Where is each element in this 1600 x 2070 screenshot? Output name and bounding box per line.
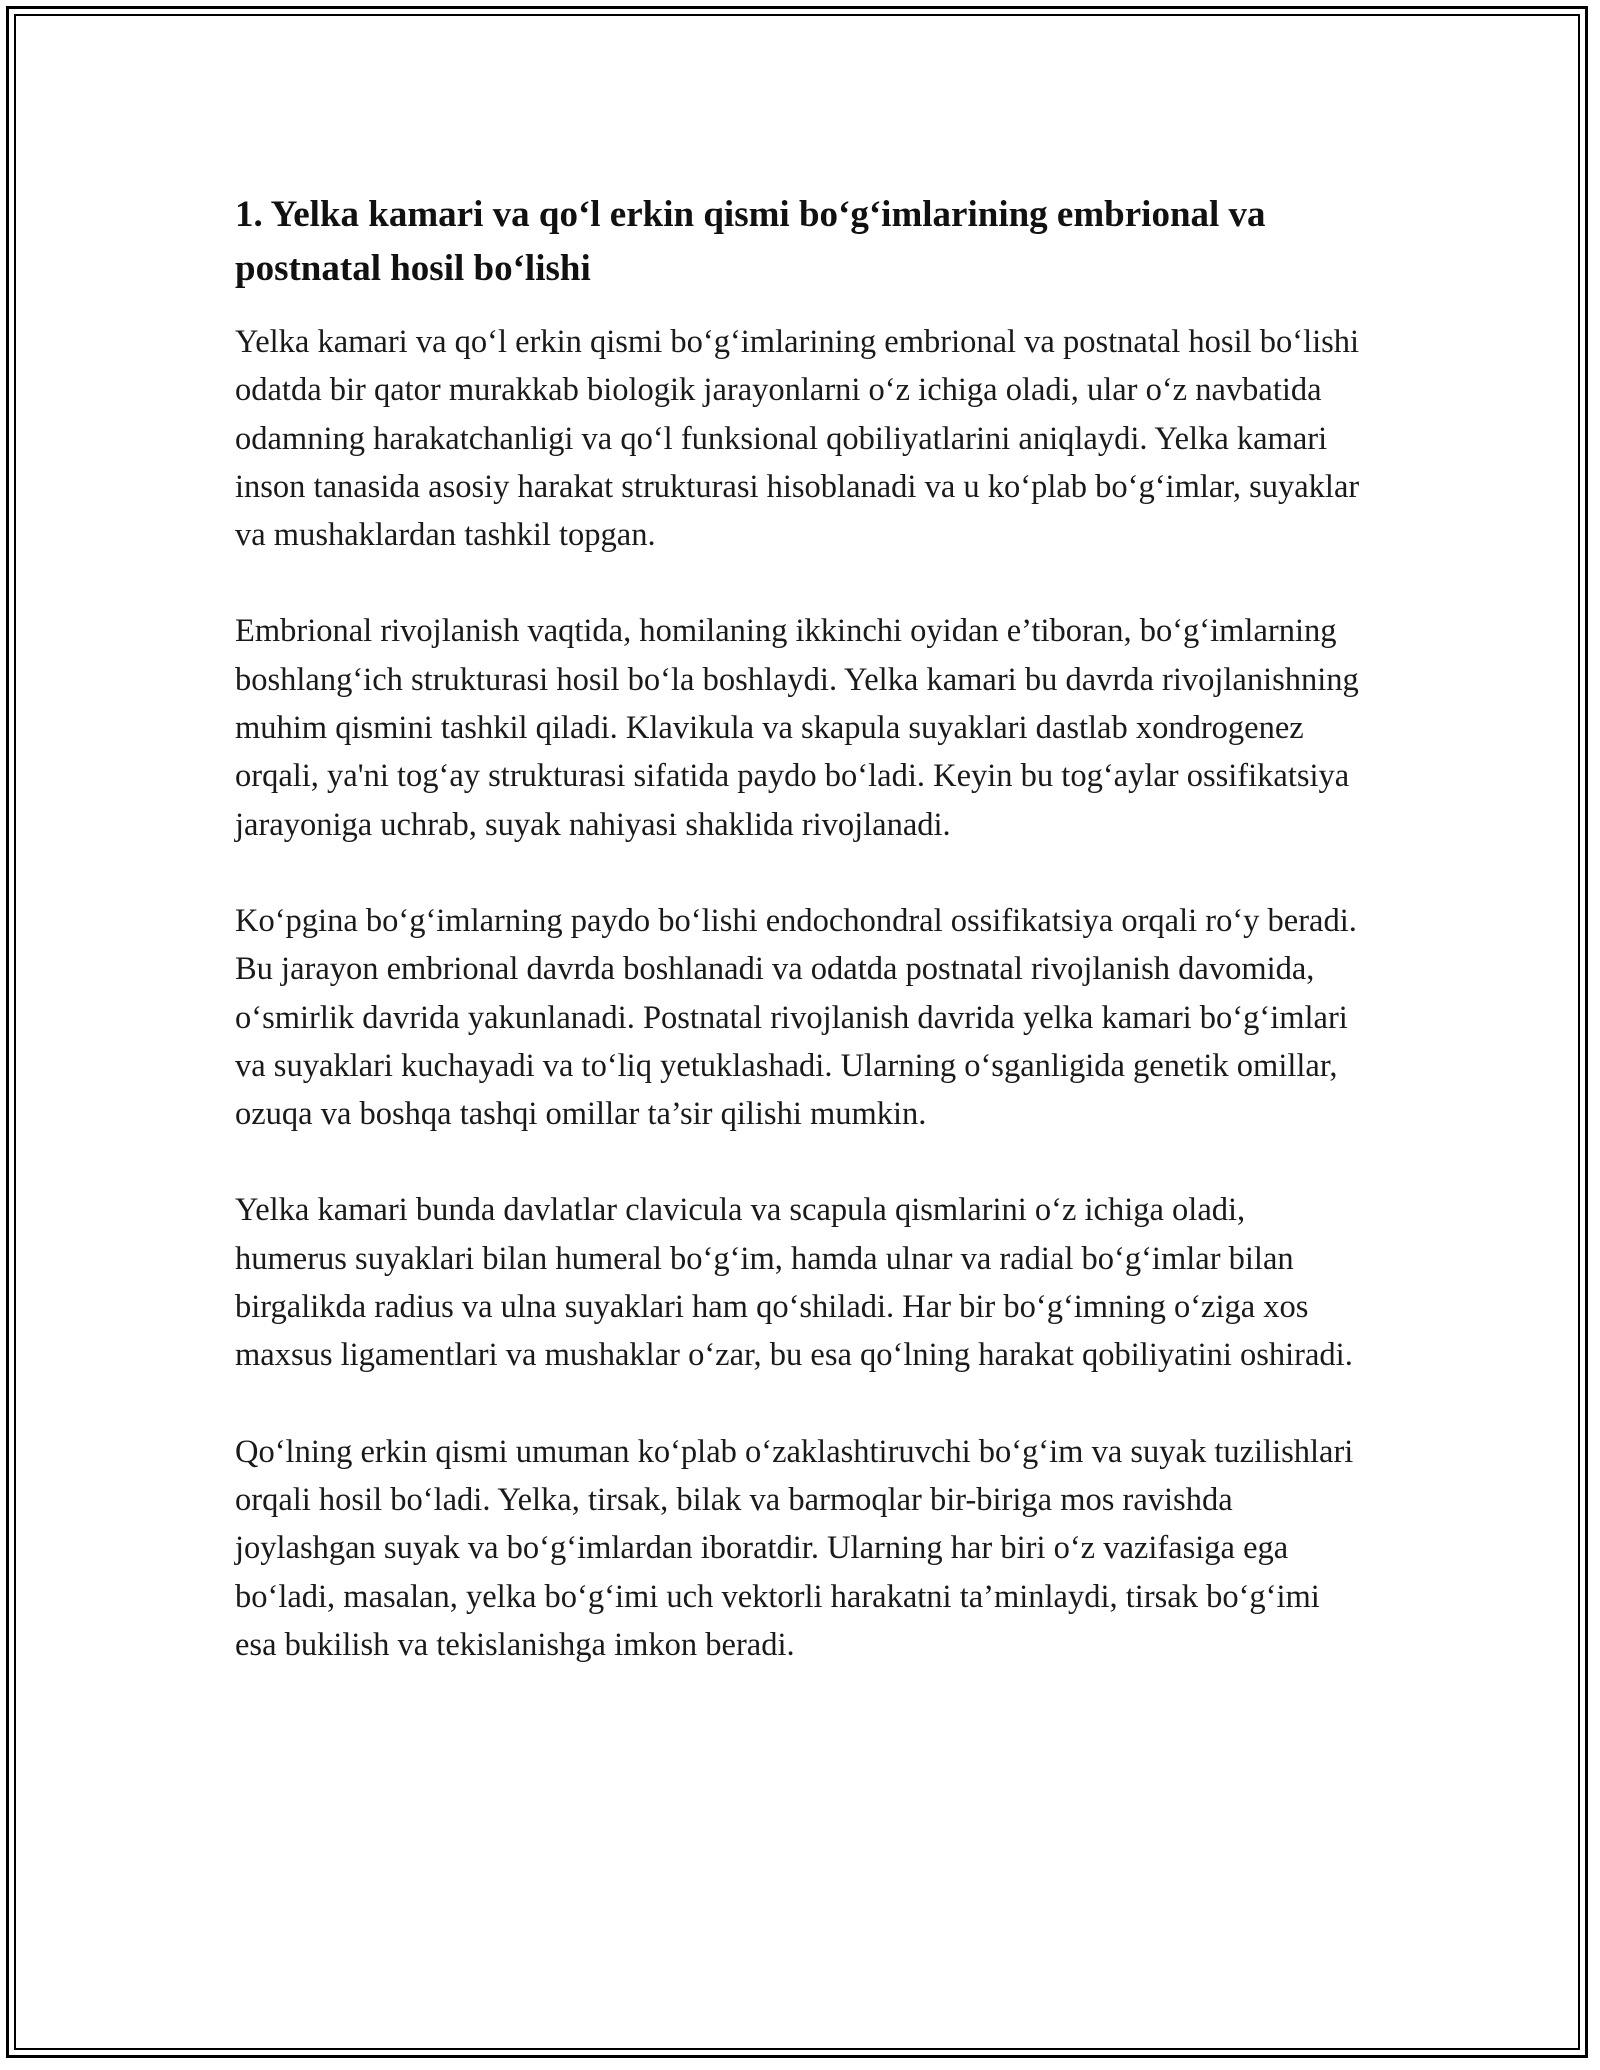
paragraph-5: Qo‘lning erkin qismi umuman ko‘plab o‘zaklashtiruvchi bo‘g‘im va suyak tuzilishlari orqali hosil bo‘ladi. Yelka, tirsak, bilak va barmoqlar bir-biriga mos ravishda joylashgan suyak va bo‘g‘imlardan iboratdir. Ularning har biri o‘z vazifasiga ega bo‘ladi, masalan, yelka bo‘g‘imi uch vektorli harakatni ta’minlaydi, tirsak bo‘g‘imi esa bukilish va tekislanishga imkon beradi. bbox=[235, 1433, 1354, 1663]
paragraph-4: Yelka kamari bunda davlatlar clavicula va scapula qismlarini o‘z ichiga oladi, humerus suyaklari bilan humeral bo‘g‘im, hamda ulnar va radial bo‘g‘imlar bilan birgalikda radius va ulna suyaklari ham qo‘shiladi. Har bir bo‘g‘imning o‘ziga xos maxsus ligamentlari va mushaklar o‘zar, bu esa qo‘lning harakat qobiliyatini oshiradi. bbox=[235, 1192, 1353, 1374]
paragraph-3: Ko‘pgina bo‘g‘imlarning paydo bo‘lishi endochondral ossifikatsiya orqali ro‘y beradi. Bu jarayon embrional davrda boshlanadi va odatda postnatal rivojlanish davomida, o‘smirlik davrida yakunlanadi. Postnatal rivojlanish davrida yelka kamari bo‘g‘imlari va suyaklari kuchayadi va to‘liq yetuklashadi. Ularning o‘sganligida genetik omillar, ozuqa va boshqa tashqi omillar ta’sir qilishi mumkin. bbox=[235, 902, 1357, 1133]
paragraph-1: Yelka kamari va qo‘l erkin qismi bo‘g‘imlarining embrional va postnatal hosil bo‘lishi odatda bir qator murakkab biologik jarayonlarni o‘z ichiga oladi, ular o‘z navbatida odamning harakatchanligi va qo‘l funksional qobiliyatlarini aniqlaydi. Yelka kamari inson tanasida asosiy harakat strukturasi hisoblanadi va u ko‘plab bo‘g‘imlar, suyaklar va mushaklardan tashkil topgan. bbox=[235, 324, 1360, 554]
section-heading: 1. Yelka kamari va qo‘l erkin qismi bo‘g‘imlarining embrional va postnatal hosil bo‘lishi bbox=[235, 194, 1266, 289]
paragraph-2: Embrional rivojlanish vaqtida, homilaning ikkinchi oyidan e’tiboran, bo‘g‘imlarning boshlang‘ich strukturasi hosil bo‘la boshlaydi. Yelka kamari bu davrda rivojlanishning muhim qismini tashkil qiladi. Klavikula va skapula suyaklari dastlab xondrogenez orqali, ya'ni tog‘ay strukturasi sifatida paydo bo‘ladi. Keyin bu tog‘aylar ossifikatsiya jarayoniga uchrab, suyak nahiyasi shaklida rivojlanadi. bbox=[235, 613, 1359, 843]
document-body bbox=[235, 188, 1360, 1717]
